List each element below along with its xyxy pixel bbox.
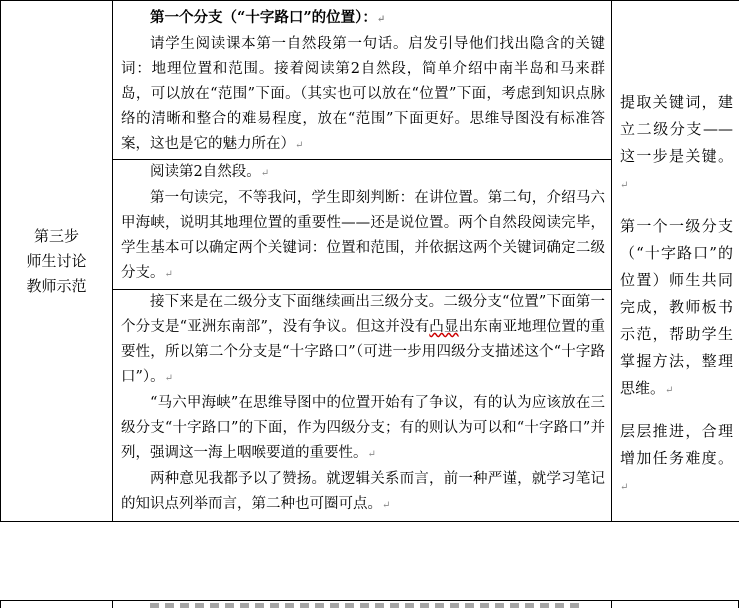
section-paragraph: 第一句读完，不等我问，学生即刻判断：在讲位置。第二句，介绍马六甲海峡，说明其地理位置的重要性——还是说位置。两个自然段阅读完毕，学生基本可以确定两个关键词：位置和范围，并依据这两个关键词确定二级分支。↵ xyxy=(121,186,605,287)
cut-off-text-fragment xyxy=(150,603,580,608)
notes xyxy=(612,1,739,501)
section-heading: 第一个分支（“十字路口”的位置）：↵ xyxy=(121,5,605,32)
section-read-paragraph-two xyxy=(113,159,611,289)
note-item: 层层推进，合理增加任务难度。↵ xyxy=(620,418,733,501)
section-paragraph: 接下来是在二级分支下面继续画出三级分支。二级分支“位置”下面第一个分支是“亚洲东南部”，没有争议。但这并没有凸显出东南亚地理位置的重要性，所以第二个分支是“十字路口”（可进一步用四级分支描述这个“十字路口”）。↵ xyxy=(121,290,605,391)
notes-cell xyxy=(612,1,739,522)
section-paragraph: “马六甲海峡”在思维导图中的位置开始有了争议，有的认为应该放在三级分支“十字路口”的下面，作为四级分支；有的则认为可以和“十字路口”并列，强调这一海上咽喉要道的重要性。↵ xyxy=(121,391,605,467)
section-first-branch xyxy=(113,1,611,159)
section-paragraph: 请学生阅读课本第一自然段第一句话。启发引导他们找出隐含的关键词：地理位置和范围。接着阅读第2自然段，简单介绍中南半岛和马来群岛，可以放在“范围”下面。（其实也可以放在“位置”下面，考虑到知识点脉络的清晰和整合的难易程度，放在“范围”下面更好。思维导图没有标准答案，这也是它的魅力所在）↵ xyxy=(121,32,605,158)
step-cell xyxy=(1,1,113,522)
spellcheck-mark: 凸显 xyxy=(429,319,458,335)
note-item: 提取关键词，建立二级分支——这一步是关键。↵ xyxy=(620,89,733,199)
activity-cell xyxy=(113,1,612,522)
table-row xyxy=(1,1,739,522)
section-third-branch xyxy=(113,289,611,521)
step-label: 第三步 师生讨论 教师示范 xyxy=(1,224,112,299)
section-paragraph: 两种意见我都予以了赞扬。就逻辑关系而言，前一种严谨，就学习笔记的知识点列举而言，第二种也可圈可点。↵ xyxy=(121,467,605,518)
note-item: 第一个一级分支（“十字路口”的位置）师生共同完成，教师板书示范，帮助学生掌握方法，整理思维。↵ xyxy=(620,213,733,404)
section-line: 阅读第2自然段。↵ xyxy=(121,160,605,186)
